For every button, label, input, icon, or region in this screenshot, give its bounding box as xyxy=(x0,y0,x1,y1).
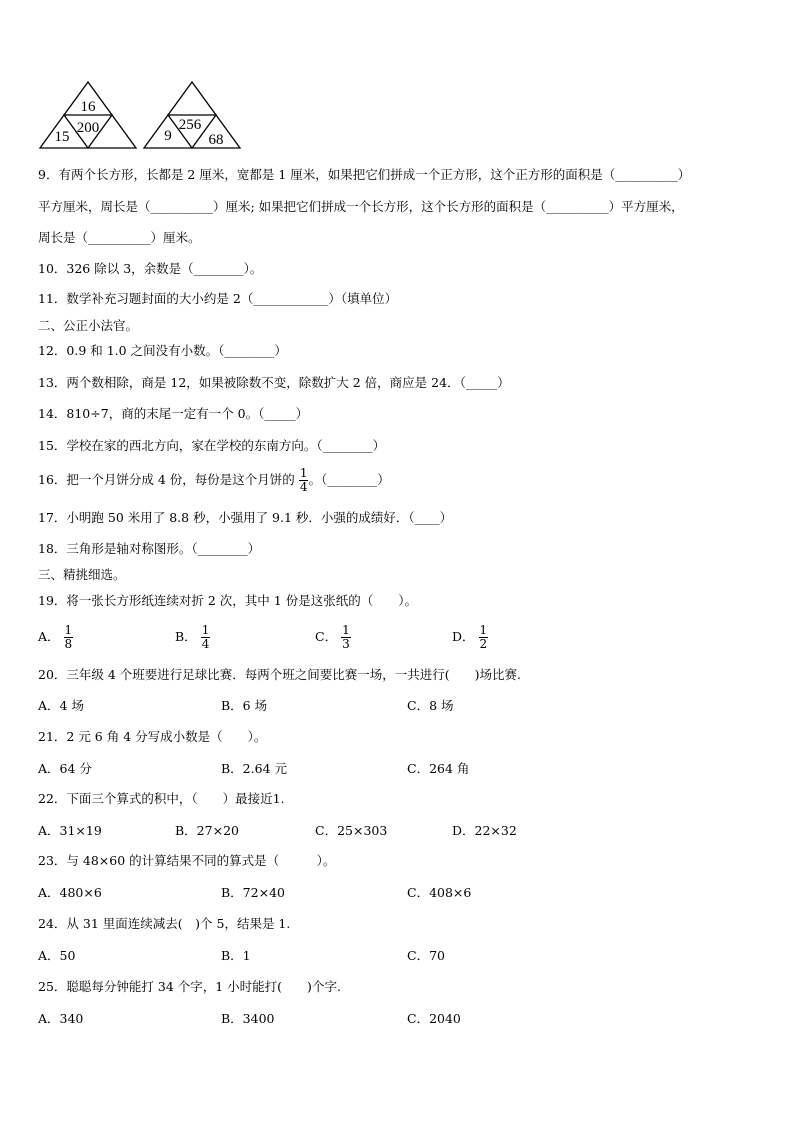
fraction-denominator: 3 xyxy=(342,637,350,651)
option-b[interactable]: B．6 场 xyxy=(221,698,268,713)
question-11: 11．数学补充习题封面的大小约是 2（____________）（填单位） xyxy=(38,291,398,306)
question-9-line-3: 周长是（__________）厘米。 xyxy=(38,230,201,245)
fraction-numerator: 1 xyxy=(64,623,73,637)
section-2-heading: 二、公正小法官。 xyxy=(38,318,139,333)
question-21: 21．2 元 6 角 4 分写成小数是（ ）。 xyxy=(38,729,267,744)
question-13: 13．两个数相除，商是 12，如果被除数不变，除数扩大 2 倍，商应是 24．（_____） xyxy=(38,375,510,390)
triangle-1-top: 16 xyxy=(80,99,96,115)
option-b[interactable]: B．3400 xyxy=(221,1011,275,1026)
triangle-1-center: 200 xyxy=(76,120,100,136)
question-23-options xyxy=(38,883,758,905)
fraction-denominator: 2 xyxy=(479,637,488,651)
question-10: 10．326 除以 3，余数是（________）。 xyxy=(38,261,263,276)
number-triangles-svg xyxy=(38,80,248,152)
number-triangles-figure xyxy=(38,80,248,152)
option-a[interactable]: A．340 xyxy=(38,1011,84,1026)
question-16-text: 16．把一个月饼分成 4 份，每份是这个月饼的 xyxy=(38,472,295,487)
option-a[interactable] xyxy=(38,620,73,654)
question-20: 20．三年级 4 个班要进行足球比赛．每两个班之间要比赛一场，一共进行( )场比赛. xyxy=(38,667,522,682)
triangle-1-left: 15 xyxy=(54,129,70,145)
question-24: 24．从 31 里面连续减去( )个 5，结果是 1. xyxy=(38,916,291,931)
question-24-options xyxy=(38,946,758,968)
question-25: 25．聪聪每分钟能打 34 个字，1 小时能打( )个字. xyxy=(38,979,341,994)
section-3-heading: 三、精挑细选。 xyxy=(38,567,126,582)
fraction-denominator: 8 xyxy=(64,637,73,651)
option-a[interactable]: A．31×19 xyxy=(38,823,102,838)
question-20-options xyxy=(38,696,758,718)
question-17: 17．小明跑 50 米用了 8.8 秒，小强用了 9.1 秒．小强的成绩好．（____） xyxy=(38,510,453,525)
option-c[interactable]: C．25×303 xyxy=(315,823,388,838)
question-9-line-1: 9．有两个长方形，长都是 2 厘米，宽都是 1 厘米，如果把它们拼成一个正方形，这个正方形的面积是（__________） xyxy=(38,167,691,182)
question-21-options xyxy=(38,759,758,781)
option-b[interactable]: B．1 xyxy=(221,948,251,963)
option-c[interactable]: C．264 角 xyxy=(407,761,470,776)
option-c[interactable] xyxy=(315,620,351,654)
triangle-2-top: 256 xyxy=(178,117,202,133)
option-label: A． xyxy=(38,629,60,644)
option-c[interactable]: C．408×6 xyxy=(407,885,472,900)
question-22: 22．下面三个算式的积中，（ ）最接近1. xyxy=(38,791,285,806)
triangle-2 xyxy=(144,82,240,148)
option-label: D． xyxy=(452,629,475,644)
fraction-numerator: 1 xyxy=(342,623,350,637)
question-16-fraction xyxy=(299,467,309,494)
option-c[interactable]: C．8 场 xyxy=(407,698,454,713)
question-12: 12．0.9 和 1.0 之间没有小数。（________） xyxy=(38,343,287,358)
option-b[interactable]: B．2.64 元 xyxy=(221,761,287,776)
option-a[interactable]: A．64 分 xyxy=(38,761,92,776)
question-25-options xyxy=(38,1009,758,1031)
question-14: 14．810÷7，商的末尾一定有一个 0。（_____） xyxy=(38,406,309,421)
option-b[interactable]: B．27×20 xyxy=(175,823,239,838)
fraction-denominator: 4 xyxy=(299,480,308,494)
option-b[interactable] xyxy=(175,620,210,654)
fraction-numerator: 1 xyxy=(479,623,488,637)
option-a[interactable]: A．4 场 xyxy=(38,698,84,713)
triangle-2-right: 68 xyxy=(208,132,224,148)
fraction-denominator: 4 xyxy=(201,637,210,651)
option-label: C． xyxy=(315,629,338,644)
question-9-line-2: 平方厘米，周长是（__________）厘米; 如果把它们拼成一个长方形，这个长方形的面积是（__________）平方厘米， xyxy=(38,199,684,214)
question-23: 23．与 48×60 的计算结果不同的算式是（ ）。 xyxy=(38,853,336,868)
option-label: B． xyxy=(175,629,197,644)
option-c[interactable]: C．70 xyxy=(407,948,445,963)
option-d[interactable] xyxy=(452,620,488,654)
question-19-options xyxy=(38,620,758,654)
question-16-answer: 。（________） xyxy=(308,472,390,487)
question-19: 19．将一张长方形纸连续对折 2 次，其中 1 份是这张纸的（ ）。 xyxy=(38,593,417,608)
fraction-numerator: 1 xyxy=(299,466,308,480)
option-a[interactable]: A．480×6 xyxy=(38,885,102,900)
option-d[interactable]: D．22×32 xyxy=(452,823,517,838)
option-c[interactable]: C．2040 xyxy=(407,1011,461,1026)
fraction-numerator: 1 xyxy=(201,623,210,637)
option-b[interactable]: B．72×40 xyxy=(221,885,285,900)
option-a[interactable]: A．50 xyxy=(38,948,76,963)
question-15: 15．学校在家的西北方向，家在学校的东南方向。（________） xyxy=(38,438,386,453)
question-22-options xyxy=(38,821,758,843)
question-16 xyxy=(38,464,758,496)
question-18: 18．三角形是轴对称图形。（________） xyxy=(38,541,261,556)
triangle-2-left: 9 xyxy=(164,128,172,144)
